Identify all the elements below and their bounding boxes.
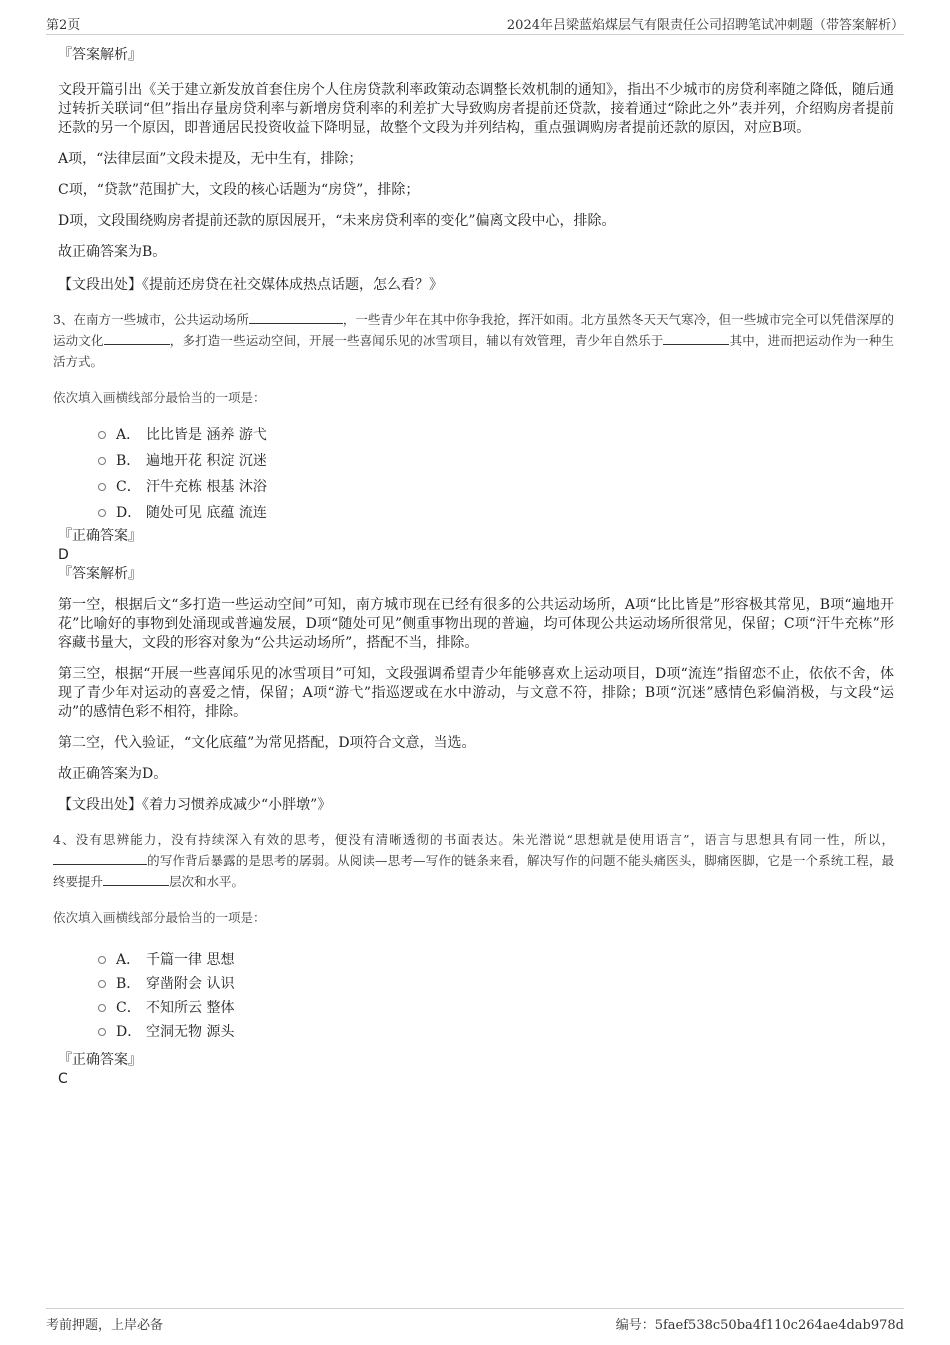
radio-icon[interactable] bbox=[98, 509, 106, 517]
radio-icon[interactable] bbox=[98, 431, 106, 439]
page-footer bbox=[46, 1308, 904, 1331]
radio-icon[interactable] bbox=[98, 1004, 106, 1012]
option-d[interactable]: D． 空洞无物 源头 bbox=[58, 1020, 894, 1044]
analysis-conclusion: 故正确答案为B。 bbox=[58, 244, 167, 260]
question-3-options bbox=[58, 422, 894, 526]
correct-answer: C bbox=[58, 1071, 68, 1087]
document-id: 编号：5faef538c50ba4f110c264ae4dab978d bbox=[615, 1318, 904, 1333]
radio-icon[interactable] bbox=[98, 483, 106, 491]
correct-answer: D bbox=[58, 547, 69, 563]
page-content bbox=[53, 45, 894, 1088]
option-b[interactable]: B． 穿凿附会 认识 bbox=[58, 972, 894, 996]
option-b[interactable]: B． 遍地开花 积淀 沉迷 bbox=[58, 448, 894, 474]
radio-icon[interactable] bbox=[98, 980, 106, 988]
analysis-paragraph: C项，“贷款”范围扩大，文段的核心话题为“房贷”，排除； bbox=[58, 182, 420, 198]
radio-icon[interactable] bbox=[98, 956, 106, 964]
page-number: 第2页 bbox=[46, 18, 81, 33]
analysis-paragraph: D项，文段围绕购房者提前还款的原因展开，“未来房贷利率的变化”偏离文段中心，排除。 bbox=[58, 213, 616, 229]
analysis-label: 『答案解析』 bbox=[58, 566, 142, 582]
correct-answer-label: 『正确答案』 bbox=[58, 528, 142, 544]
fill-blank bbox=[53, 850, 147, 865]
question-4-prompt: 依次填入画横线部分最恰当的一项是： bbox=[53, 910, 266, 925]
correct-answer-label: 『正确答案』 bbox=[58, 1052, 142, 1068]
analysis-conclusion: 故正确答案为D。 bbox=[58, 766, 168, 782]
analysis-label: 『答案解析』 bbox=[58, 47, 142, 63]
source-citation: 【文段出处】《提前还房贷在社交媒体成热点话题，怎么看？》 bbox=[58, 277, 443, 293]
fill-blank bbox=[104, 330, 170, 345]
option-d[interactable]: D． 随处可见 底蕴 流连 bbox=[58, 500, 894, 526]
analysis-paragraph: A项，“法律层面”文段未提及，无中生有，排除； bbox=[58, 151, 363, 167]
option-a[interactable]: A． 千篇一律 思想 bbox=[58, 948, 894, 972]
question-4-text: 4、没有思辨能力，没有持续深入有效的思考，便没有清晰透彻的书面表达。朱光潜说“思想就是使用语言”，语言与思想具有同一性，所以，的写作背后暴露的是思考的孱弱。从阅读—思考—写作的链条来看，解决写作的问题不能头痛医头，脚痛医脚，它是一个系统工程，最终要提升 层次和水平。 bbox=[53, 832, 894, 889]
page-header bbox=[46, 14, 904, 35]
fill-blank bbox=[663, 330, 729, 345]
question-3-text: 3、在南方一些城市，公共运动场所 ，一些青少年在其中你争我抢，挥汗如雨。北方虽然冬天天气寒冷，但一些城市完全可以凭借深厚的运动文化 ，多打造一些运动空间，开展一些喜闻乐见的冰雪项目，辅以有效管理，青少年自然乐于 其中，进而把运动作为一种生活方式。 bbox=[53, 309, 894, 372]
analysis-paragraph: 文段开篇引出《关于建立新发放首套住房个人住房贷款利率政策动态调整长效机制的通知》，指出不少城市的房贷利率随之降低，随后通过转折关联词“但”指出存量房贷利率与新增房贷利率的利差扩大导致购房者提前还贷款，接着通过“除此之外”表并列，介绍购房者提前还款的另一个原因，即普通居民投资收益下降明显，故整个文段为并列结构，重点强调购房者提前还款的原因，对应B项。 bbox=[58, 82, 894, 136]
analysis-paragraph: 第三空，根据“开展一些喜闻乐见的冰雪项目”可知，文段强调希望青少年能够喜欢上运动项目，D项“流连”指留恋不止，依依不舍，体现了青少年对运动的喜爱之情，保留；A项“游弋”指巡逻或在水中游动，与文意不符，排除；B项“沉迷”感情色彩偏消极，与文段“运动”的感情色彩不相符，排除。 bbox=[58, 666, 894, 720]
radio-icon[interactable] bbox=[98, 1028, 106, 1036]
document-title: 2024年吕梁蓝焰煤层气有限责任公司招聘笔试冲刺题（带答案解析） bbox=[506, 18, 904, 33]
analysis-paragraph: 第二空，代入验证，“文化底蕴”为常见搭配，D项符合文意，当选。 bbox=[58, 735, 476, 751]
radio-icon[interactable] bbox=[98, 457, 106, 465]
footer-slogan: 考前押题，上岸必备 bbox=[46, 1318, 164, 1333]
question-4-options bbox=[58, 948, 894, 1044]
analysis-paragraph: 第一空，根据后文“多打造一些运动空间”可知，南方城市现在已经有很多的公共运动场所，A项“比比皆是”形容极其常见，B项“遍地开花”比喻好的事物到处涌现或普遍发展，D项“随处可见”侧重事物出现的普遍，均可体现公共运动场所很常见，保留；C项“汗牛充栋”形容藏书量大，文段的形容对象为“公共运动场所”，搭配不当，排除。 bbox=[58, 597, 894, 651]
source-citation: 【文段出处】《着力习惯养成减少“小胖墩”》 bbox=[58, 797, 332, 813]
option-c[interactable]: C． 不知所云 整体 bbox=[58, 996, 894, 1020]
fill-blank bbox=[249, 309, 343, 324]
question-3-prompt: 依次填入画横线部分最恰当的一项是： bbox=[53, 390, 266, 405]
fill-blank bbox=[103, 871, 169, 886]
option-a[interactable]: A． 比比皆是 涵养 游弋 bbox=[58, 422, 894, 448]
option-c[interactable]: C． 汗牛充栋 根基 沐浴 bbox=[58, 474, 894, 500]
